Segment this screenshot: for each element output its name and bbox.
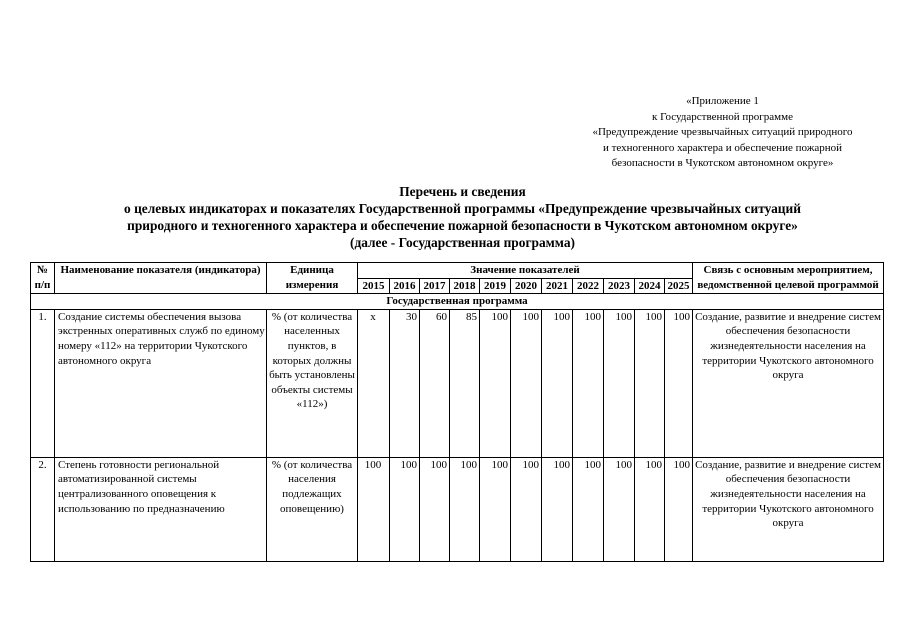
appendix-line: безопасности в Чукотском автономном округе» xyxy=(611,157,834,169)
row-value: 100 xyxy=(450,457,480,561)
table-row xyxy=(31,457,884,561)
appendix-line: и техногенного характера и обеспечение пожарной xyxy=(602,141,843,154)
row-value: 100 xyxy=(511,457,542,561)
row-value: 100 xyxy=(604,457,635,561)
row-unit: % (от количества населенных пунктов, в которых должны быть установлены объекты системы «112») xyxy=(267,309,358,457)
header-unit: Единица измерения xyxy=(267,263,358,294)
year-cell: 2017 xyxy=(420,278,450,294)
year-cell: 2021 xyxy=(542,278,573,294)
row-value: 100 xyxy=(480,309,511,457)
row-link: Создание, развитие и внедрение систем обеспечения безопасности жизнедеятельности населения на территории Чукотского автономного округа xyxy=(693,457,884,561)
year-cell: 2024 xyxy=(635,278,665,294)
row-num: 2. xyxy=(31,457,55,561)
row-link: Создание, развитие и внедрение систем обеспечения безопасности жизнедеятельности населения на территории Чукотского автономного округа xyxy=(693,309,884,457)
row-name: Степень готовности региональной автоматизированной системы централизованного оповещения к использованию по предназначению xyxy=(55,457,267,561)
year-cell: 2019 xyxy=(480,278,511,294)
row-unit: % (от количества населения подлежащих оповещению) xyxy=(267,457,358,561)
row-value: 100 xyxy=(573,457,604,561)
title-line: Перечень и сведения xyxy=(399,184,526,199)
row-value: 100 xyxy=(573,309,604,457)
header-values: Значение показателей xyxy=(358,263,693,279)
row-value: 100 xyxy=(542,457,573,561)
title-line: (далее - Государственная программа) xyxy=(350,235,575,250)
table-row xyxy=(31,309,884,457)
row-value: 100 xyxy=(665,457,693,561)
row-value: 100 xyxy=(635,309,665,457)
row-value: х xyxy=(358,309,390,457)
header-link: Связь с основным мероприятием, ведомственной целевой программой xyxy=(693,263,884,294)
appendix-line: «Предупреждение чрезвычайных ситуаций природного xyxy=(592,126,853,138)
appendix-line: к Государственной программе xyxy=(652,110,793,123)
row-value: 100 xyxy=(390,457,420,561)
row-name: Создание системы обеспечения вызова экстренных оперативных служб по единому номеру «112» на территории Чукотского автономного округа xyxy=(55,309,267,457)
year-cell: 2015 xyxy=(358,278,390,294)
appendix-line: «Приложение 1 xyxy=(686,95,759,107)
title-line: природного и техногенного характера и обеспечение пожарной безопасности в Чукотском автономном округе» xyxy=(127,218,798,233)
year-cell: 2022 xyxy=(573,278,604,294)
year-cell: 2018 xyxy=(450,278,480,294)
row-num: 1. xyxy=(31,309,55,457)
header-num: № п/п xyxy=(31,263,55,294)
row-value: 100 xyxy=(511,309,542,457)
header-row xyxy=(31,263,884,279)
year-cell: 2025 xyxy=(665,278,693,294)
header-name: Наименование показателя (индикатора) xyxy=(55,263,267,294)
row-value: 100 xyxy=(480,457,511,561)
year-cell: 2023 xyxy=(604,278,635,294)
row-value: 100 xyxy=(604,309,635,457)
row-value: 100 xyxy=(358,457,390,561)
row-value: 60 xyxy=(420,309,450,457)
row-value: 85 xyxy=(450,309,480,457)
indicators-table xyxy=(30,262,884,562)
year-cell: 2020 xyxy=(511,278,542,294)
section-title: Государственная программа xyxy=(31,294,884,310)
row-value: 100 xyxy=(635,457,665,561)
appendix-note xyxy=(560,94,885,172)
row-value: 100 xyxy=(665,309,693,457)
row-value: 100 xyxy=(542,309,573,457)
year-cell: 2016 xyxy=(390,278,420,294)
title-line: о целевых индикаторах и показателях Государственной программы «Предупреждение чрезвычайных ситуаций xyxy=(124,201,801,216)
section-row xyxy=(31,294,884,310)
row-value: 30 xyxy=(390,309,420,457)
document-title xyxy=(20,183,905,251)
row-value: 100 xyxy=(420,457,450,561)
